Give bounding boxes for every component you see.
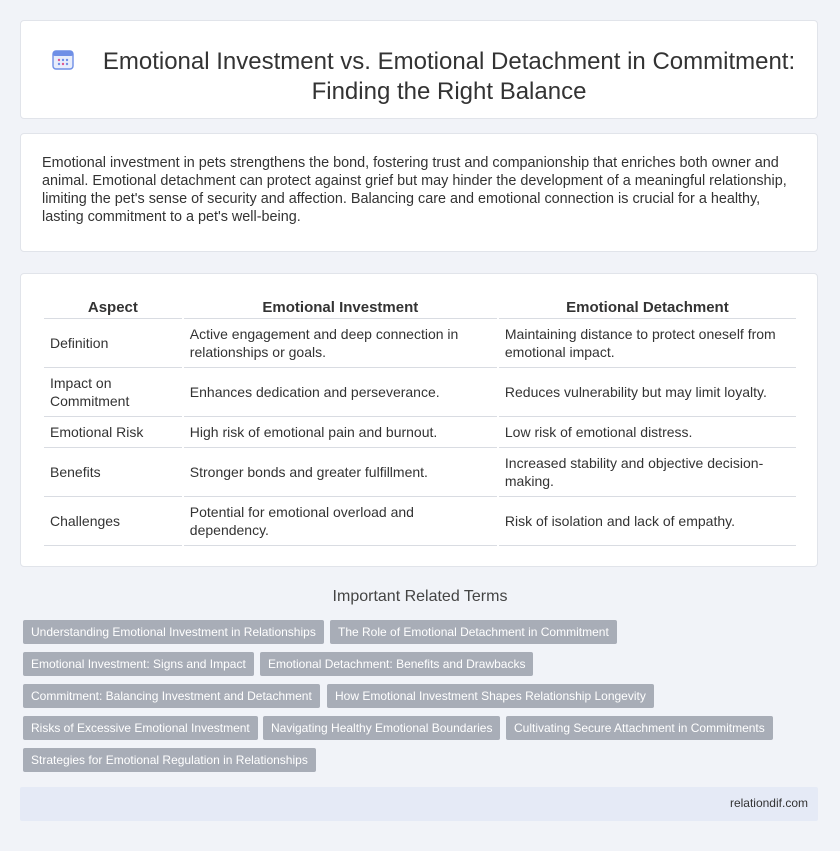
related-term-tag[interactable]: Navigating Healthy Emotional Boundaries [263, 716, 500, 740]
related-term-tag[interactable]: Emotional Detachment: Benefits and Drawbacks [260, 652, 533, 676]
footer [20, 787, 818, 821]
table-cell: Active engagement and deep connection in relationships or goals. [184, 319, 497, 368]
table-cell: Stronger bonds and greater fulfillment. [184, 448, 497, 497]
table-cell: Low risk of emotional distress. [499, 417, 796, 448]
comparison-table [42, 296, 798, 546]
related-term-tag[interactable]: How Emotional Investment Shapes Relationship Longevity [327, 684, 654, 708]
calendar-icon [51, 47, 75, 71]
table-row [44, 448, 796, 497]
table-cell: Impact on Commitment [44, 368, 182, 417]
table-cell: Enhances dedication and perseverance. [184, 368, 497, 417]
column-header: Emotional Investment [184, 296, 497, 319]
column-header: Aspect [44, 296, 182, 319]
footer-site-link[interactable]: relationdif.com [729, 796, 808, 810]
related-term-tag[interactable]: Understanding Emotional Investment in Relationships [23, 620, 324, 644]
table-cell: Reduces vulnerability but may limit loyalty. [499, 368, 796, 417]
table-cell: Risk of isolation and lack of empathy. [499, 497, 796, 546]
table-cell: Potential for emotional overload and dependency. [184, 497, 497, 546]
table-row [44, 417, 796, 448]
comparison-table-card [20, 273, 818, 567]
table-cell: Increased stability and objective decision-making. [499, 448, 796, 497]
table-header-row [44, 296, 796, 319]
related-term-tag[interactable]: Emotional Investment: Signs and Impact [23, 652, 254, 676]
related-term-tag[interactable]: Cultivating Secure Attachment in Commitments [506, 716, 773, 740]
related-term-tag[interactable]: Commitment: Balancing Investment and Detachment [23, 684, 320, 708]
table-cell: Challenges [44, 497, 182, 546]
table-cell: Definition [44, 319, 182, 368]
related-terms-title: Important Related Terms [332, 588, 508, 605]
intro-text: Emotional investment in pets strengthens the bond, fostering trust and companionship that enriches both owner and animal. Emotional detachment can protect against grief but may hinder the development of a meaningful relationship, limiting the pet's sense of security and affection. Balancing care and emotional connection is crucial for a healthy, lasting commitment to a pet's well-being. [42, 155, 787, 225]
table-row [44, 497, 796, 546]
table-cell: Maintaining distance to protect oneself from emotional impact. [499, 319, 796, 368]
related-term-tag[interactable]: Risks of Excessive Emotional Investment [23, 716, 258, 740]
table-cell: Emotional Risk [44, 417, 182, 448]
table-cell: High risk of emotional pain and burnout. [184, 417, 497, 448]
intro-card [20, 133, 818, 252]
table-cell: Benefits [44, 448, 182, 497]
page-title: Emotional Investment vs. Emotional Detachment in Commitment: Finding the Right Balance [102, 48, 796, 105]
title-card [20, 20, 818, 119]
table-row [44, 319, 796, 368]
column-header: Emotional Detachment [499, 296, 796, 319]
table-row [44, 368, 796, 417]
related-term-tag[interactable]: The Role of Emotional Detachment in Commitment [330, 620, 617, 644]
related-term-tag[interactable]: Strategies for Emotional Regulation in Relationships [23, 748, 316, 772]
